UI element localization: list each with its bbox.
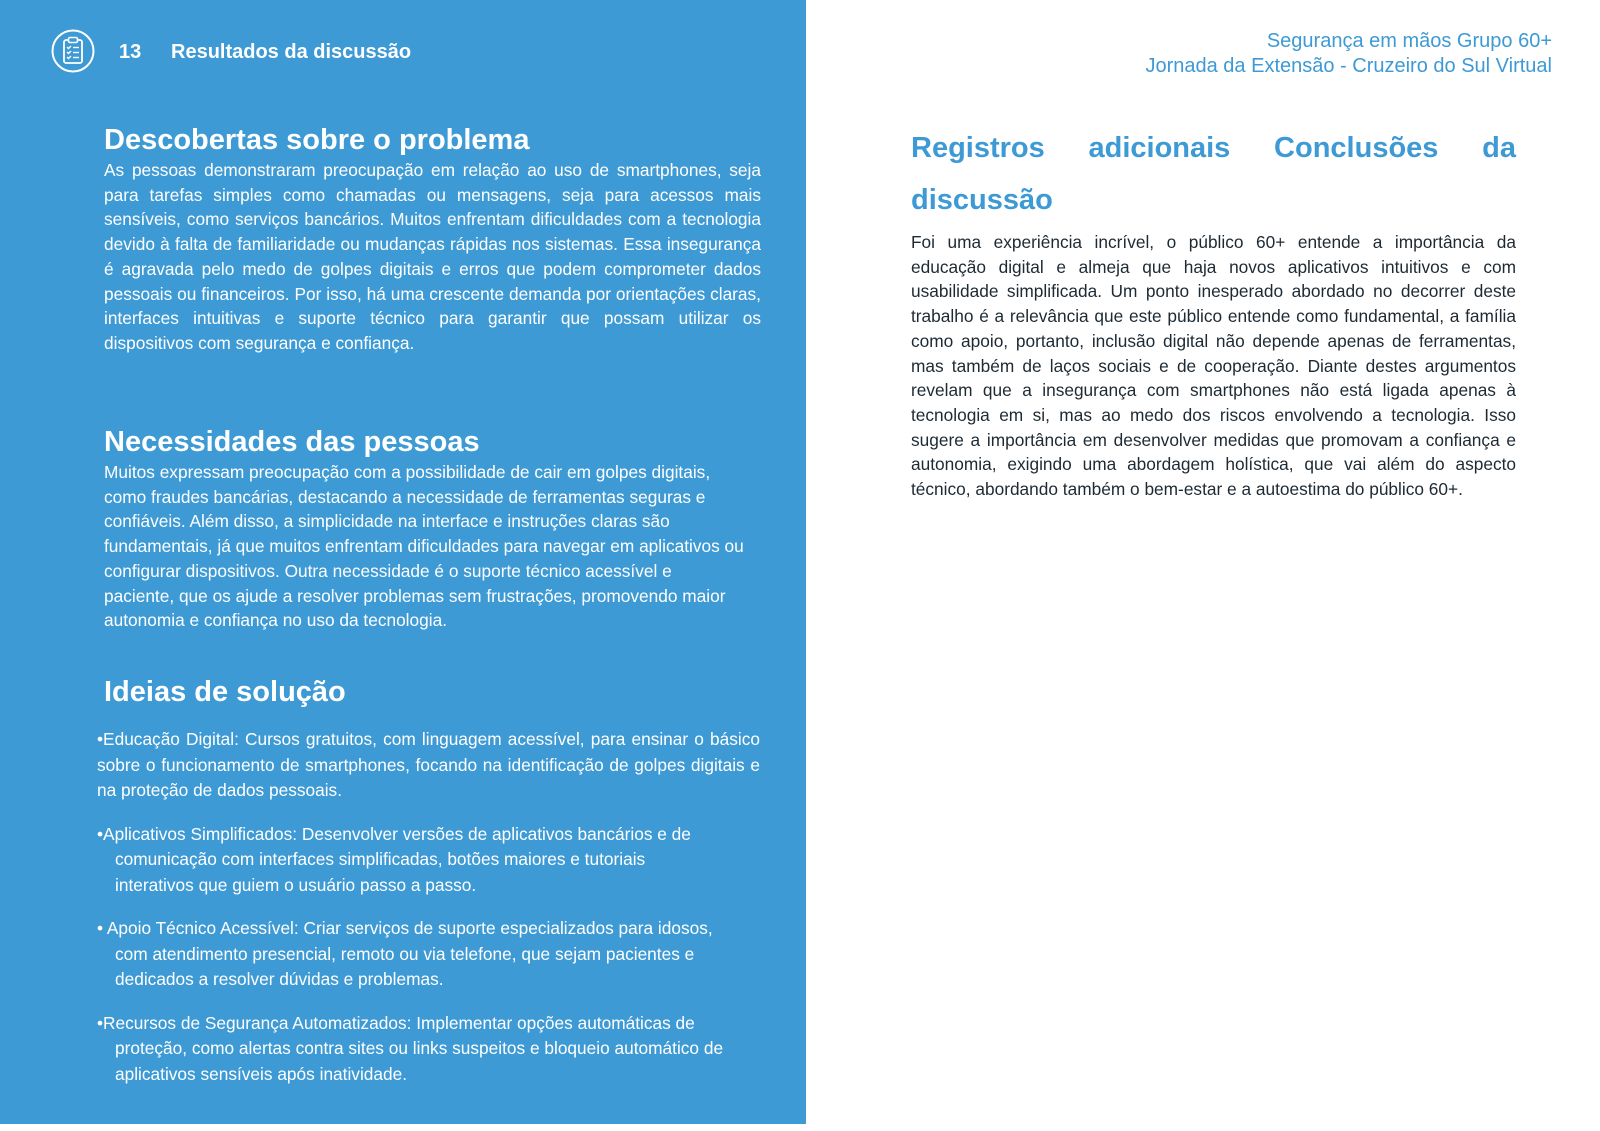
- conclusions-heading-line1: Registros adicionais Conclusões da: [911, 132, 1516, 164]
- conclusions-heading: [911, 122, 1516, 226]
- ideas-list: [97, 727, 760, 1105]
- ideas-heading: Ideias de solução: [104, 676, 346, 708]
- idea-item: •Aplicativos Simplificados: Desenvolver versões de aplicativos bancários e de comunicação com interfaces simplificadas, botões maiores e tutoriais interativos que guiem o usuário passo a passo.: [97, 823, 691, 895]
- needs-body: Muitos expressam preocupação com a possibilidade de cair em golpes digitais, como fraudes bancárias, destacando a necessidade de ferramentas seguras e confiáveis. Além disso, a simplicidade na interface e instruções claras são fundamentais, já que muitos enfrentam dificuldades para navegar em aplicativos ou configurar dispositivos. Outra necessidade é o suporte técnico acessível e paciente, que os ajude a resolver problemas sem frustrações, promovendo maior autonomia e confiança no uso da tecnologia.: [104, 462, 744, 631]
- document-title-line2: Jornada da Extensão - Cruzeiro do Sul Virtual: [1145, 55, 1552, 77]
- problem-heading: Descobertas sobre o problema: [104, 124, 530, 156]
- document-title-line1: Segurança em mãos Grupo 60+: [1266, 30, 1552, 52]
- idea-item: •Educação Digital: Cursos gratuitos, com linguagem acessível, para ensinar o básico sobre o funcionamento de smartphones, focando na identificação de golpes digitais e na proteção de dados pessoais.: [97, 729, 760, 800]
- clipboard-checklist-icon: [51, 29, 95, 73]
- conclusions-section: [911, 122, 1516, 502]
- conclusions-body: Foi uma experiência incrível, o público 60+ entende a importância da educação digital e almeja que haja novos aplicativos intuitivos e com usabilidade simplificada. Um ponto inesperado abordado no decorrer deste trabalho é a relevância que este público entende como fundamental, a família como apoio, portanto, inclusão digital não depende apenas de ferramentas, mas também de laços sociais e de cooperação. Diante destes argumentos revelam que a insegurança com smartphones não está ligada apenas à tecnologia em si, mas ao medo dos riscos envolvendo a tecnologia. Isso sugere a importância em desenvolver medidas que promovam a confiança e autonomia, exigindo uma abordagem holística, que vai além do aspecto técnico, abordando também o bem-estar e a autoestima do público 60+.: [911, 232, 1516, 500]
- document-title: [1145, 29, 1552, 79]
- conclusions-heading-line2: discussão: [911, 184, 1053, 216]
- needs-section: [104, 424, 761, 633]
- idea-item: •Recursos de Segurança Automatizados: Implementar opções automáticas de proteção, como alertas contra sites ou links suspeitos e bloqueio automático de aplicativos sensíveis após inatividade.: [97, 1012, 724, 1084]
- page-number: 13: [119, 41, 142, 63]
- idea-item: • Apoio Técnico Acessível: Criar serviços de suporte especializados para idosos, com atendimento presencial, remoto ou via telefone, que sejam pacientes e dedicados a resolver dúvidas e problemas.: [97, 918, 713, 989]
- ideas-section: [104, 674, 761, 710]
- needs-heading: Necessidades das pessoas: [104, 426, 480, 458]
- problem-section: [104, 122, 761, 356]
- problem-body: As pessoas demonstraram preocupação em relação ao uso de smartphones, seja para tarefas simples como chamadas ou mensagens, seja para acessos mais sensíveis, como serviços bancários. Muitos enfrentam dificuldades com a tecnologia devido à falta de familiaridade ou mudanças rápidas nos sistemas. Essa insegurança é agravada pelo medo de golpes digitais e erros que podem comprometer dados pessoais ou financeiros. Por isso, há uma crescente demanda por orientações claras, interfaces intuitivas e suporte técnico para garantir que possam utilizar os dispositivos com segurança e confiança.: [104, 160, 761, 353]
- section-label: Resultados da discussão: [171, 41, 412, 63]
